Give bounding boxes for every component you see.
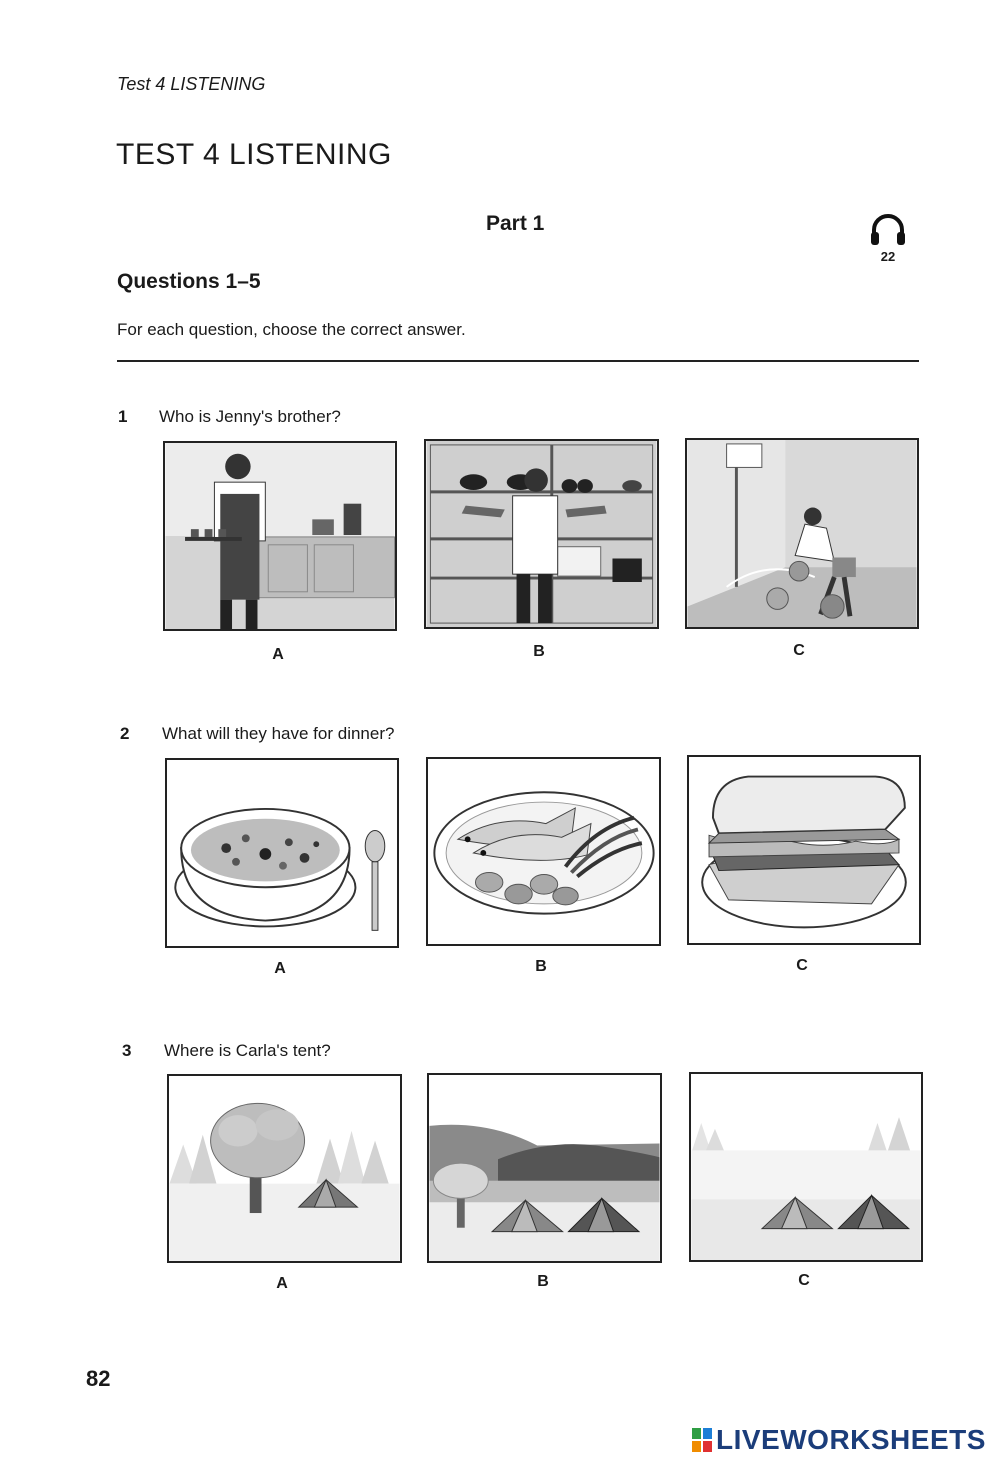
question-number: 2	[120, 724, 130, 743]
question-text: What will they have for dinner?	[162, 724, 395, 743]
page-number: 82	[86, 1366, 111, 1391]
option-label: A	[272, 646, 284, 663]
option-label: C	[798, 1272, 810, 1289]
question-number: 3	[122, 1041, 132, 1060]
audio-track[interactable]	[862, 212, 914, 264]
tents-by-lake-picture[interactable]	[689, 1072, 923, 1262]
option-label: C	[793, 642, 805, 659]
fish-plate-picture[interactable]	[426, 757, 661, 946]
brand-logo[interactable]	[692, 1424, 986, 1456]
brand-name: LIVEWORKSHEETS	[716, 1424, 986, 1455]
tent-under-tree-picture[interactable]	[167, 1074, 402, 1263]
soup-bowl-picture[interactable]	[165, 758, 399, 948]
basketball-player-picture[interactable]	[685, 438, 919, 629]
page-title: TEST 4 LISTENING	[116, 138, 392, 171]
option-label: A	[274, 960, 286, 977]
waiter-picture[interactable]	[163, 441, 397, 631]
liveworksheets-logo-icon	[692, 1428, 712, 1452]
part-heading: Part 1	[486, 212, 545, 235]
divider	[117, 360, 919, 362]
question-number: 1	[118, 407, 128, 426]
instruction: For each question, choose the correct answer.	[117, 320, 466, 339]
questions-heading: Questions 1–5	[117, 270, 261, 293]
question-text: Who is Jenny's brother?	[159, 407, 341, 426]
option-label: B	[537, 1273, 549, 1290]
headphones-icon	[868, 212, 908, 248]
question-text: Where is Carla's tent?	[164, 1041, 331, 1060]
option-label: B	[533, 643, 545, 660]
shoe-seller-picture[interactable]	[424, 439, 659, 629]
running-head: Test 4 LISTENING	[117, 74, 266, 94]
sandwich-picture[interactable]	[687, 755, 921, 945]
track-number: 22	[880, 249, 896, 264]
option-label: A	[276, 1275, 288, 1292]
option-label: C	[796, 957, 808, 974]
tents-by-mountains-picture[interactable]	[427, 1073, 662, 1263]
option-label: B	[535, 958, 547, 975]
